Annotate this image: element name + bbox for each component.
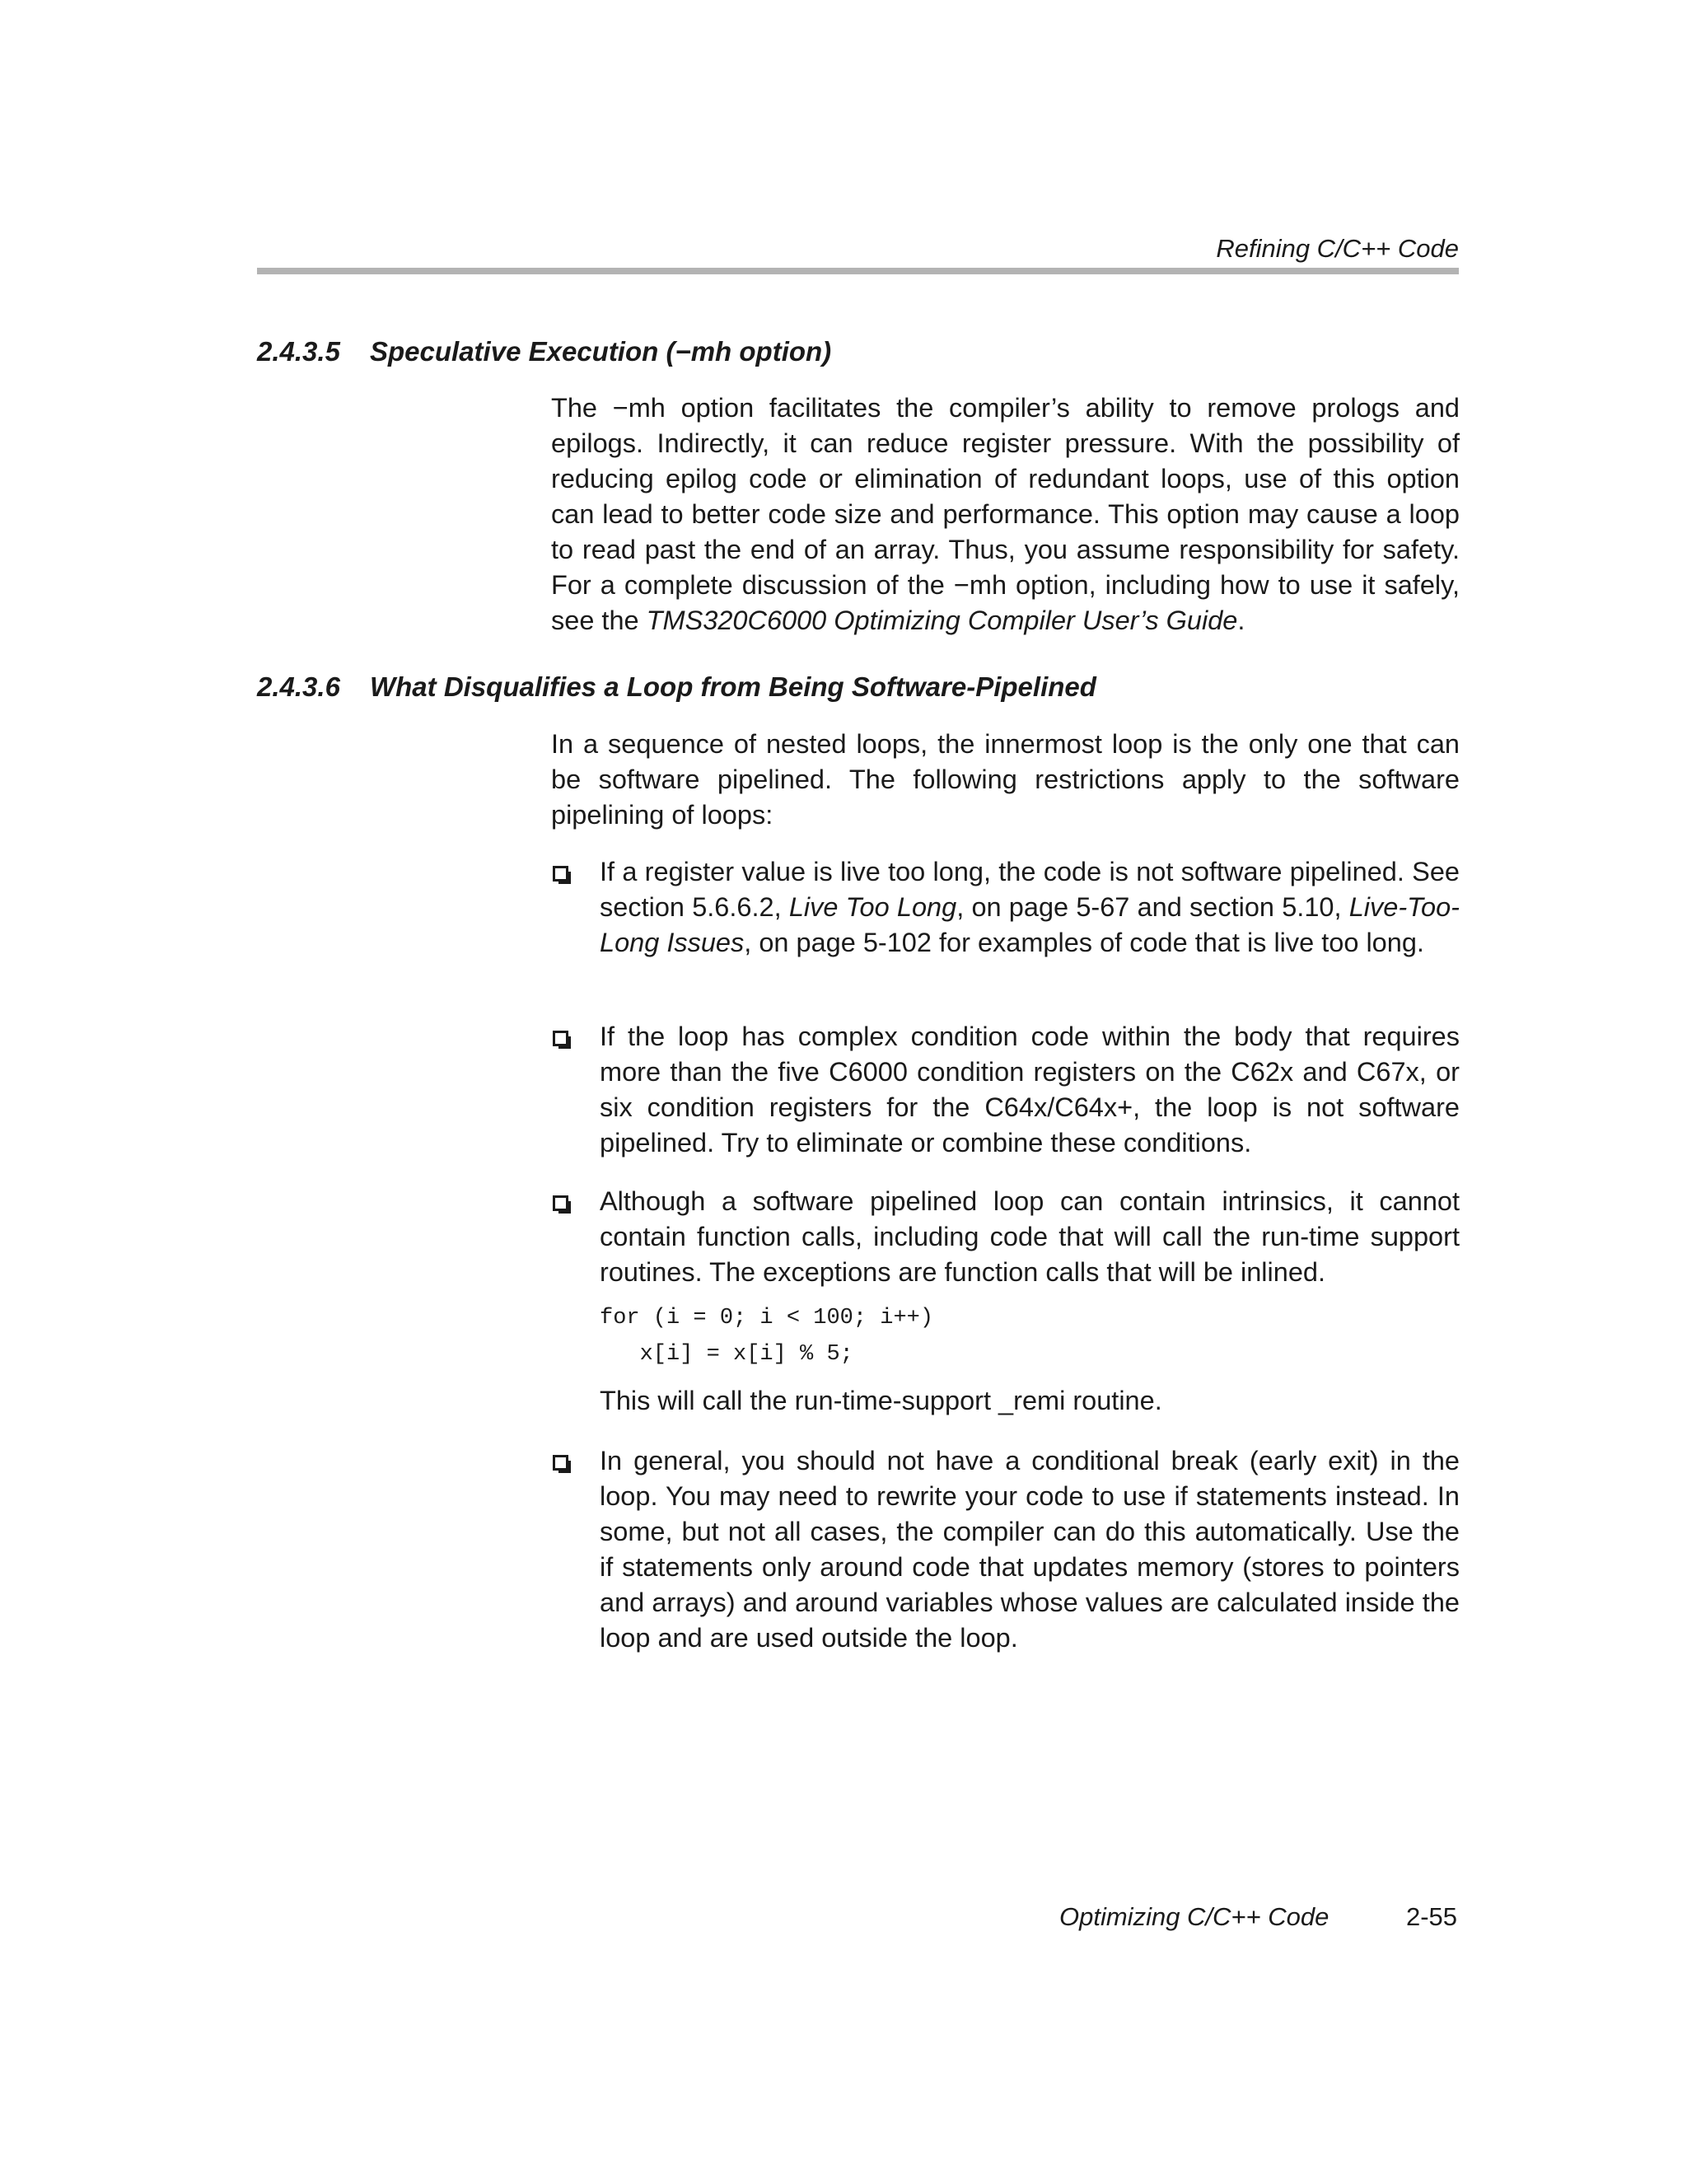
bullet-text: , on page 5-102 for examples of code that is live too long. xyxy=(744,928,1424,957)
section-title: Speculative Execution (−mh option) xyxy=(370,336,832,367)
pipelining-intro-paragraph: In a sequence of nested loops, the innermost loop is the only one that can be software pipelined. The following restrictions apply to the software pipelining of loops: xyxy=(551,729,1460,830)
section-reference: Live-Too-Long Issues xyxy=(600,892,1460,957)
speculative-execution-paragraph xyxy=(551,391,1460,638)
section-heading-2436 xyxy=(257,671,1096,703)
checkbox-bullet-icon xyxy=(553,1195,568,1211)
code-line: for (i = 0; i < 100; i++) xyxy=(600,1306,934,1331)
code-line: x[i] = x[i] % 5; xyxy=(600,1342,853,1367)
checkbox-bullet-icon xyxy=(553,1031,568,1046)
checkbox-bullet-icon xyxy=(553,1455,568,1471)
section-heading-2435 xyxy=(257,336,831,367)
bullet-function-calls: Although a software pipelined loop can contain intrinsics, it cannot contain function calls, including code that will call the run-time support routines. The exceptions are function calls that will be inlined. xyxy=(600,1186,1460,1287)
remi-note: This will call the run-time-support _remi routine. xyxy=(600,1386,1162,1415)
bullet-text: If a register value is live too long, the code is not software pipelined. See section 5.6.6.2, xyxy=(600,857,1460,922)
footer-title: Optimizing C/C++ Code xyxy=(1059,1902,1330,1931)
section-reference: Live Too Long xyxy=(788,892,957,922)
running-head: Refining C/C++ Code xyxy=(1216,234,1459,263)
section-title: What Disqualifies a Loop from Being Software-Pipelined xyxy=(370,671,1096,702)
paragraph-text: The −mh option facilitates the compiler’s ability to remove prologs and epilogs. Indirectly, it can reduce register pressure. With the possibility of reducing epilog code or elimination of redundant loops, use of this option can lead to better code size and performance. This option may cause a loop to read past the end of an array. Thus, you assume responsibility for safety. For a complete discussion of the −mh option, including how to use it safely, see the xyxy=(551,393,1460,635)
page-number: 2-55 xyxy=(1405,1902,1457,1931)
section-number: 2.4.3.6 xyxy=(257,671,340,702)
bullet-text: , on page 5-67 and section 5.10, xyxy=(956,892,1349,922)
bullet-condition-registers: If the loop has complex condition code within the body that requires more than the five C6000 condition registers on the C62x and C67x, or six condition registers for the C64x/C64x+, the loop is not software pipelined. Try to eliminate or combine these conditions. xyxy=(600,1022,1460,1157)
checkbox-bullet-icon xyxy=(553,866,568,882)
bullet-live-too-long xyxy=(600,854,1460,961)
paragraph-end: . xyxy=(1237,606,1245,635)
bullet-conditional-break: In general, you should not have a conditional break (early exit) in the loop. You may need to rewrite your code to use if statements instead. In some, but not all cases, the compiler can do this automatically. Use the if statements only around code that updates memory (stores to pointers and arrays) and around variables whose values are calculated inside the loop and are used outside the loop. xyxy=(600,1446,1460,1653)
guide-reference: TMS320C6000 Optimizing Compiler User’s Guide xyxy=(646,606,1238,635)
header-rule xyxy=(257,268,1459,274)
section-number: 2.4.3.5 xyxy=(257,336,340,367)
